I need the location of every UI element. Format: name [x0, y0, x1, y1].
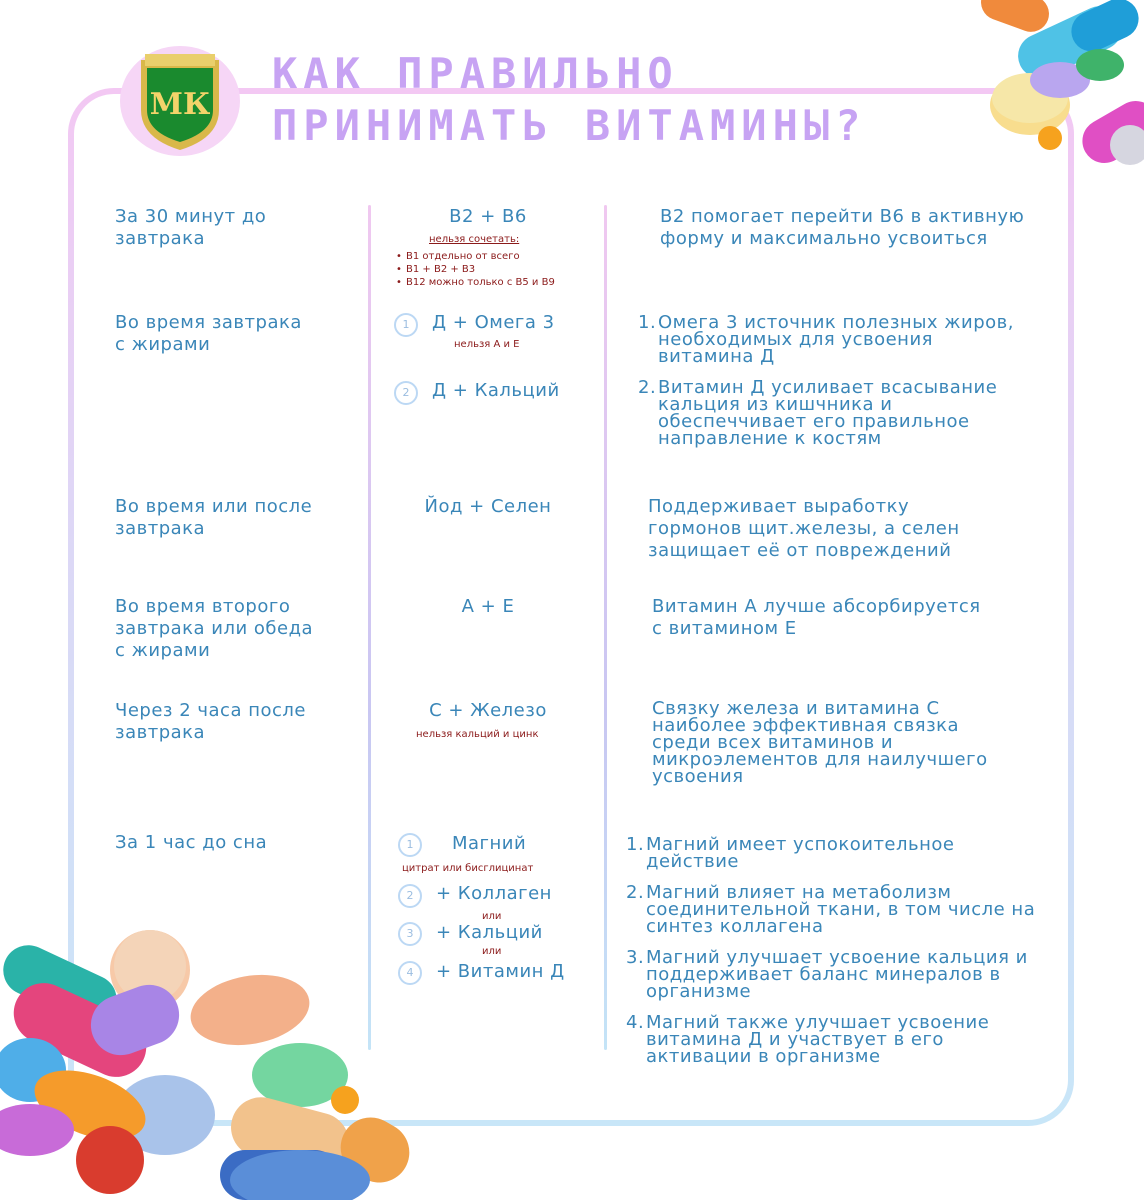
- row2-desc-item: 2. Витамин Д усиливает всасывание кальция из кишчника и обеспеччивает его правильное направление к костям: [638, 377, 998, 449]
- column-divider-1: [368, 205, 371, 1050]
- row5-combo: С + Железо: [429, 700, 547, 721]
- row1-note-title: нельзя сочетать:: [429, 234, 520, 245]
- svg-text:МК: МК: [149, 87, 211, 122]
- row5-combo-note: нельзя кальций и цинк: [416, 729, 539, 740]
- row4-time: Во время второго завтрака или обеда с жирами: [115, 596, 314, 661]
- row6-item-4: + Витамин Д: [436, 961, 565, 982]
- row2-desc-item: 1. Омега 3 источник полезных жиров, необходимых для усвоения витамина Д: [638, 312, 1014, 367]
- row6-desc-item: 4. Магний также улучшает усвоение витамина Д и участвует в его активации в организме: [626, 1012, 990, 1067]
- page-title: [272, 48, 866, 152]
- title-line-1: КАК ПРАВИЛЬНО: [272, 49, 679, 98]
- row6-number-4: 4: [398, 961, 422, 985]
- row2-combo-1: Д + Омега 3: [432, 312, 555, 333]
- title-line-2: ПРИНИМАТЬ ВИТАМИНЫ?: [272, 101, 867, 150]
- row3-time: Во время или после завтрака: [115, 496, 313, 539]
- row1-note-list: [394, 250, 555, 289]
- row5-time: Через 2 часа после завтрака: [115, 700, 306, 743]
- row2-desc-list: [638, 314, 1028, 461]
- row6-number-2: 2: [398, 884, 422, 908]
- row5-desc: Связку железа и витамина С наиболее эффективная связка среди всех витаминов и микроэлементов для наилучшего усвоения: [652, 698, 988, 787]
- row6-desc-item: 1. Магний имеет успокоительное действие: [626, 834, 955, 872]
- row6-number-3: 3: [398, 922, 422, 946]
- row6-or-1: или: [482, 911, 502, 922]
- row3-desc: Поддерживает выработку гормонов щит.железы, а селен защищает её от повреждений: [648, 496, 960, 561]
- row2-number-1: 1: [394, 313, 418, 337]
- row6-desc-list: [626, 836, 1046, 1079]
- row4-desc: Витамин А лучше абсорбируется с витамином Е: [652, 596, 981, 639]
- row6-desc-item: 3. Магний улучшает усвоение кальция и поддерживает баланс минералов в организме: [626, 947, 1028, 1002]
- row1-note-item: • В12 можно только с В5 и В9: [406, 276, 555, 289]
- row1-combo: В2 + В6: [449, 206, 527, 227]
- row2-combo-2: Д + Кальций: [432, 380, 560, 401]
- row6-time: За 1 час до сна: [115, 832, 268, 853]
- row2-combo-1-note: нельзя А и Е: [454, 339, 520, 350]
- row4-combo: А + Е: [461, 596, 515, 617]
- row6-desc-item: 2. Магний влияет на метаболизм соединительной ткани, в том числе на синтез коллагена: [626, 882, 1036, 937]
- row3-combo: Йод + Селен: [424, 496, 552, 517]
- row6-item-1-note: цитрат или бисглицинат: [402, 863, 534, 874]
- row6-item-2: + Коллаген: [436, 883, 552, 904]
- column-divider-2: [604, 205, 607, 1050]
- college-shield-logo: [137, 52, 223, 152]
- row6-number-1: 1: [398, 833, 422, 857]
- row2-time: Во время завтрака с жирами: [115, 312, 302, 355]
- row6-or-2: или: [482, 946, 502, 957]
- row6-item-3: + Кальций: [436, 922, 543, 943]
- row1-desc: В2 помогает перейти В6 в активную форму и максимально усвоиться: [660, 206, 1025, 249]
- row6-item-1: Магний: [452, 833, 527, 854]
- row1-time: За 30 минут до завтрака: [115, 206, 267, 249]
- row1-note-item: • В1 отдельно от всего: [406, 250, 555, 263]
- row2-number-2: 2: [394, 381, 418, 405]
- row1-note-item: • В1 + В2 + В3: [406, 263, 555, 276]
